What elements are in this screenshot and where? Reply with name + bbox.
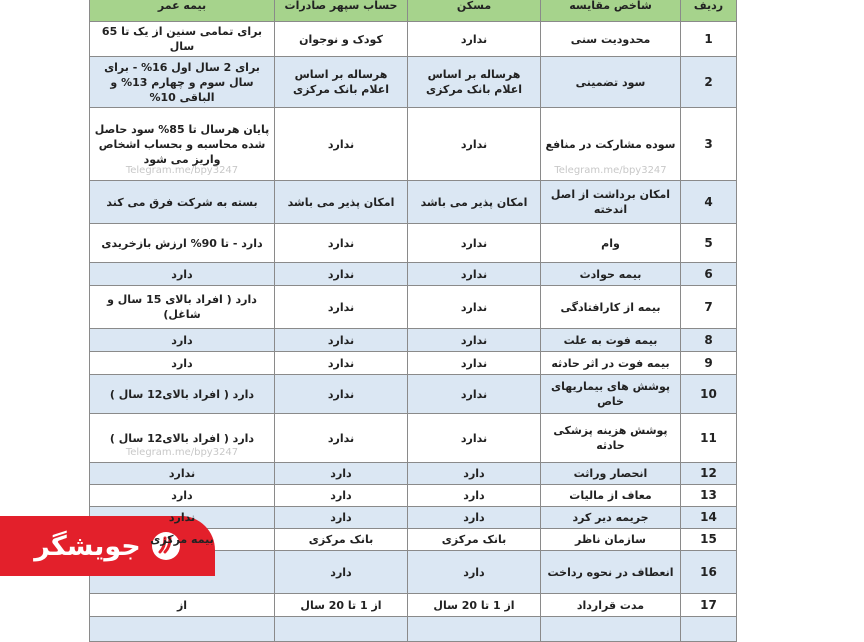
table-cell-maskan: [408, 22, 541, 57]
table-cell-insurance: [90, 224, 275, 263]
cell-text: بیمه فوت به علت: [563, 333, 658, 347]
table-cell-maskan: [408, 263, 541, 286]
comparison-table: [89, 0, 737, 642]
table-cell-sepehr: [275, 594, 408, 617]
cell-text: دارد: [330, 467, 352, 480]
cell-text: دارد: [330, 511, 352, 524]
cell-text: سازمان ناظر: [575, 533, 646, 546]
cell-text: دارد: [463, 511, 485, 524]
cell-text: دارد ( افراد بالای 15 سال و شاغل): [107, 293, 257, 321]
table-cell-insurance: [90, 414, 275, 463]
cell-text: هرساله بر اساس اعلام بانک مرکزی: [426, 68, 522, 96]
table-cell-sepehr: [275, 551, 408, 594]
cell-text: ندارد: [327, 236, 355, 250]
cell-text: دارد: [330, 489, 352, 502]
table-cell-no: [681, 463, 737, 485]
table-cell-maskan: [408, 529, 541, 551]
table-cell-no: [681, 329, 737, 352]
table-cell-indicator: [541, 352, 681, 375]
cell-text: از: [176, 598, 188, 612]
cell-text: 2: [704, 74, 713, 89]
cell-text: ندارد: [327, 356, 355, 370]
header-index: ردیف: [681, 0, 737, 22]
cell-text: وام: [601, 236, 620, 250]
cell-text: 3: [704, 136, 713, 151]
cell-text: دارد: [463, 489, 485, 502]
table-cell-no: [681, 617, 737, 642]
table-cell-sepehr: [275, 617, 408, 642]
table-cell-sepehr: [275, 263, 408, 286]
cell-text: ندارد: [460, 431, 488, 445]
table-cell-maskan: [408, 507, 541, 529]
table-cell-maskan: [408, 286, 541, 329]
table-cell-no: [681, 414, 737, 463]
cell-text: 15: [700, 532, 717, 546]
cell-text: 4: [704, 194, 713, 209]
table-cell-sepehr: [275, 463, 408, 485]
cell-text: دارد ( افراد بالای12 سال ): [109, 431, 255, 445]
table-cell-sepehr: [275, 224, 408, 263]
table-row: [90, 224, 737, 263]
logo-text: جویشگر: [34, 530, 141, 562]
table-cell-indicator: [541, 375, 681, 414]
table-cell-indicator: [541, 181, 681, 224]
cell-text: بیمه فوت در اثر حادثه: [551, 356, 670, 370]
cell-text: 12: [700, 466, 717, 480]
cell-text: انحصار وراثت: [573, 467, 648, 480]
cell-text: 17: [700, 597, 717, 612]
table-row: [90, 286, 737, 329]
table-cell-insurance: [90, 329, 275, 352]
cell-text: ندارد: [460, 236, 488, 250]
cell-text: مدت قرارداد: [576, 598, 645, 612]
cell-text: امکان پذیر می باشد: [420, 195, 528, 209]
cell-text: دارد: [463, 467, 485, 480]
cell-text: امکان پذیر می باشد: [287, 195, 395, 209]
cell-text: انعطاف در نحوه رداخت: [547, 565, 674, 579]
cell-text: از 1 تا 20 سال: [300, 598, 382, 612]
watermark-text: Telegram.me/bpy3247: [125, 165, 239, 176]
cell-text: 13: [700, 488, 717, 502]
cell-text: محدودیت سنی: [570, 32, 651, 46]
table-cell-insurance: [90, 286, 275, 329]
table-cell-indicator: [541, 551, 681, 594]
table-cell-no: [681, 594, 737, 617]
table-cell-indicator: [541, 57, 681, 108]
table-row: [90, 414, 737, 463]
table-cell-maskan: [408, 329, 541, 352]
table-cell-no: [681, 224, 737, 263]
table-cell-indicator: [541, 507, 681, 529]
cell-text: 14: [700, 510, 717, 524]
table-row: [90, 22, 737, 57]
cell-text: ندارد: [460, 300, 488, 314]
cell-text: دارد - تا 90% ارزش بازخریدی: [101, 236, 263, 250]
cell-text: ندارد: [327, 333, 355, 347]
cell-text: دارد: [463, 565, 485, 579]
table-cell-sepehr: [275, 414, 408, 463]
table-cell-insurance: [90, 22, 275, 57]
table-cell-maskan: [408, 352, 541, 375]
cell-text: دارد: [171, 356, 193, 370]
cell-text: بسته به شرکت فرق می کند: [106, 195, 258, 209]
cell-text: ندارد: [460, 387, 488, 401]
table-cell-maskan: [408, 551, 541, 594]
cell-text: جریمه دیر کرد: [572, 511, 649, 524]
cell-text: امکان برداشت از اصل اندخته: [550, 188, 671, 216]
table-cell-sepehr: [275, 529, 408, 551]
table-cell-insurance: [90, 485, 275, 507]
cell-text: دارد ( افراد بالای12 سال ): [109, 387, 255, 401]
table-cell-no: [681, 108, 737, 181]
watermark-text: Telegram.me/bpy3247: [125, 447, 239, 458]
table-cell-sepehr: [275, 108, 408, 181]
table-cell-insurance: [90, 463, 275, 485]
table-cell-indicator: [541, 485, 681, 507]
cell-text: ندارد: [460, 137, 488, 151]
table-cell-maskan: [408, 617, 541, 642]
cell-text: 11: [700, 430, 717, 445]
header-indicator: شاخص مقایسه: [541, 0, 681, 22]
table-cell-no: [681, 507, 737, 529]
header-row: [90, 0, 737, 22]
cell-text: ندارد: [168, 511, 196, 524]
cell-text: سوده مشارکت در منافع: [545, 137, 676, 151]
cell-text: دارد: [171, 267, 193, 281]
table-row: [90, 181, 737, 224]
cell-text: پوشش هزینه پزشکی حادثه: [553, 424, 668, 452]
cell-text: ندارد: [327, 387, 355, 401]
cell-text: پایان هرسال تا 85% سود حاصل شده محاسبه و بحساب اشخاص واریز می شود: [94, 122, 270, 166]
table-row: [90, 263, 737, 286]
cell-text: برای تمامی سنین از یک تا 65 سال: [101, 25, 263, 53]
table-cell-indicator: [541, 263, 681, 286]
table-cell-sepehr: [275, 181, 408, 224]
cell-text: بیمه از کارافتادگی: [560, 300, 661, 314]
table-cell-insurance: [90, 594, 275, 617]
table-cell-no: [681, 375, 737, 414]
cell-text: بیمه مرکزی: [150, 533, 214, 546]
cell-text: دارد: [171, 489, 193, 502]
cell-text: بانک مرکزی: [308, 533, 374, 546]
cell-text: معاف از مالیات: [569, 489, 652, 502]
table-cell-maskan: [408, 181, 541, 224]
table-cell-no: [681, 263, 737, 286]
table-cell-sepehr: [275, 22, 408, 57]
table-cell-indicator: [541, 108, 681, 181]
table-row: [90, 594, 737, 617]
table-cell-maskan: [408, 57, 541, 108]
cell-text: دارد: [330, 565, 352, 579]
cell-text: از 1 تا 20 سال: [433, 598, 515, 612]
cell-text: ندارد: [327, 267, 355, 281]
joyeshgar-logo: [0, 516, 215, 576]
table-row: [90, 108, 737, 181]
table-cell-sepehr: [275, 352, 408, 375]
table-cell-indicator: [541, 414, 681, 463]
table-cell-indicator: [541, 286, 681, 329]
cell-text: هرساله بر اساس اعلام بانک مرکزی: [293, 68, 389, 96]
cell-text: ندارد: [327, 431, 355, 445]
cell-text: ندارد: [460, 333, 488, 347]
table-row: [90, 375, 737, 414]
cell-text: بانک مرکزی: [441, 533, 507, 546]
cell-text: ندارد: [327, 137, 355, 151]
cell-text: 7: [704, 299, 713, 314]
table-cell-indicator: [541, 224, 681, 263]
table-cell-indicator: [541, 22, 681, 57]
cell-text: دارد: [171, 333, 193, 347]
cell-text: ندارد: [460, 356, 488, 370]
cell-text: ندارد: [168, 467, 196, 480]
table-cell-no: [681, 22, 737, 57]
table-row: [90, 352, 737, 375]
table-row: [90, 463, 737, 485]
cell-text: پوشش های بیماریهای خاص: [551, 380, 670, 408]
table-cell-sepehr: [275, 507, 408, 529]
cell-text: 1: [704, 31, 713, 46]
cell-text: ندارد: [460, 267, 488, 281]
table-cell-no: [681, 529, 737, 551]
cell-text: سود تضمینی: [575, 75, 646, 89]
table-cell-insurance: [90, 375, 275, 414]
table-cell-no: [681, 352, 737, 375]
table-cell-indicator: [541, 617, 681, 642]
table-cell-sepehr: [275, 286, 408, 329]
cell-text: 9: [704, 355, 713, 370]
table-cell-maskan: [408, 375, 541, 414]
header-sepehr: حساب سپهر صادرات: [275, 0, 408, 22]
table-cell-indicator: [541, 529, 681, 551]
cell-text: 5: [704, 235, 713, 250]
table-cell-insurance: [90, 263, 275, 286]
cell-text: بیمه حوادث: [579, 267, 642, 281]
cell-text: ندارد: [460, 32, 488, 46]
table-cell-sepehr: [275, 375, 408, 414]
table-cell-maskan: [408, 414, 541, 463]
cell-text: 10: [700, 386, 717, 401]
table-cell-indicator: [541, 329, 681, 352]
cell-text: کودک و نوجوان: [299, 32, 383, 46]
header-life-insurance: بیمه عمر: [90, 0, 275, 22]
header-maskan: مسکن: [408, 0, 541, 22]
table-cell-no: [681, 551, 737, 594]
cell-text: ندارد: [327, 300, 355, 314]
table-cell-no: [681, 57, 737, 108]
table-cell-maskan: [408, 485, 541, 507]
table-cell-sepehr: [275, 57, 408, 108]
table-cell-insurance: [90, 617, 275, 642]
table-cell-insurance: [90, 57, 275, 108]
table-cell-maskan: [408, 224, 541, 263]
table-cell-sepehr: [275, 485, 408, 507]
table-cell-no: [681, 286, 737, 329]
cell-text: 16: [700, 564, 717, 579]
table-cell-no: [681, 485, 737, 507]
table-cell-maskan: [408, 463, 541, 485]
cell-text: 6: [704, 266, 713, 281]
table-cell-insurance: [90, 181, 275, 224]
table-cell-maskan: [408, 594, 541, 617]
watermark-text: Telegram.me/bpy3247: [554, 165, 667, 176]
table-cell-insurance: [90, 108, 275, 181]
cell-text: 8: [704, 332, 713, 347]
table-row: [90, 485, 737, 507]
table-cell-indicator: [541, 594, 681, 617]
table-row: [90, 329, 737, 352]
table-cell-maskan: [408, 108, 541, 181]
table-row: [90, 57, 737, 108]
table-cell-sepehr: [275, 329, 408, 352]
cell-text: برای 2 سال اول 16% - برای سال سوم و چهارم 13% و الباقی 10%: [104, 60, 260, 104]
table-cell-indicator: [541, 463, 681, 485]
table-cell-insurance: [90, 352, 275, 375]
table-row: [90, 617, 737, 642]
table-cell-no: [681, 181, 737, 224]
